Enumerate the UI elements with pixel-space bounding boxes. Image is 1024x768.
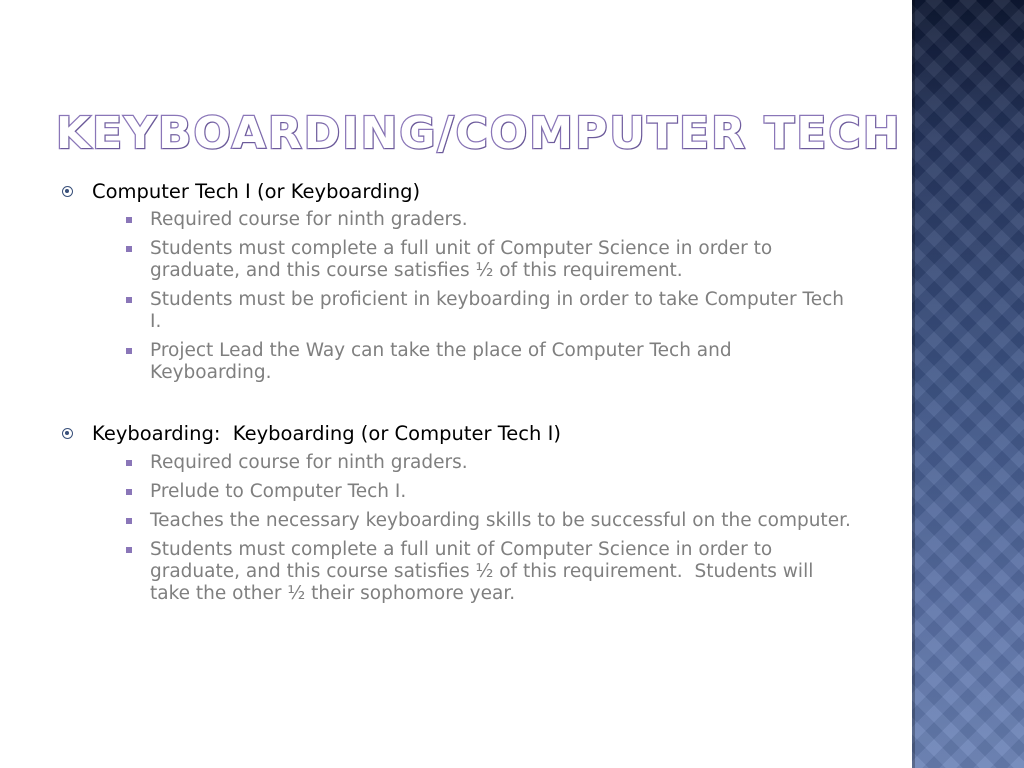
section-keyboarding <box>62 422 852 604</box>
square-bullet-icon <box>126 460 132 466</box>
list-item-text: Required course for ninth graders. <box>150 451 468 473</box>
list-item-text: Project Lead the Way can take the place of Computer Tech and Keyboarding. <box>150 340 732 384</box>
square-bullet-icon <box>126 348 132 354</box>
square-bullet-icon <box>126 297 132 303</box>
square-bullet-icon <box>126 246 132 252</box>
square-bullet-icon <box>126 217 132 223</box>
list-item-text: Required course for ninth graders. <box>150 209 468 231</box>
list-item <box>92 539 852 605</box>
list-item <box>92 510 852 532</box>
section-heading-text: Computer Tech I (or Keyboarding) <box>92 180 421 203</box>
section-computer-tech <box>62 180 852 384</box>
list-item <box>92 340 852 384</box>
list-item-text: Students must complete a full unit of Computer Science in order to graduate, and this course satisfies ½ of this requirement. Students will take the other ½ their sophomore year. <box>150 538 820 604</box>
list-item-text: Prelude to Computer Tech I. <box>150 480 407 502</box>
sub-list <box>92 452 852 605</box>
square-bullet-icon <box>126 518 132 524</box>
list-item <box>92 289 852 333</box>
square-bullet-icon <box>126 547 132 553</box>
list-item <box>92 238 852 282</box>
list-item-text: Students must complete a full unit of Computer Science in order to graduate, and this course satisfies ½ of this requirement. <box>150 238 773 282</box>
circle-bullet-icon <box>62 428 73 439</box>
list-item <box>92 481 852 503</box>
list-item <box>92 452 852 474</box>
square-bullet-icon <box>126 489 132 495</box>
section-heading <box>62 422 852 604</box>
section-heading-text: Keyboarding: Keyboarding (or Computer Tech I) <box>92 422 561 446</box>
slide-content <box>62 180 852 612</box>
decorative-side-panel <box>912 0 1024 768</box>
section-heading <box>62 180 852 384</box>
sub-list <box>92 209 852 384</box>
slide-title: KEYBOARDING/COMPUTER TECH <box>56 108 902 159</box>
list-item-text: Students must be proficient in keyboarding in order to take Computer Tech I. <box>150 289 844 333</box>
list-item <box>92 209 852 231</box>
circle-bullet-icon <box>62 186 73 197</box>
list-item-text: Teaches the necessary keyboarding skills to be successful on the computer. <box>150 509 851 531</box>
